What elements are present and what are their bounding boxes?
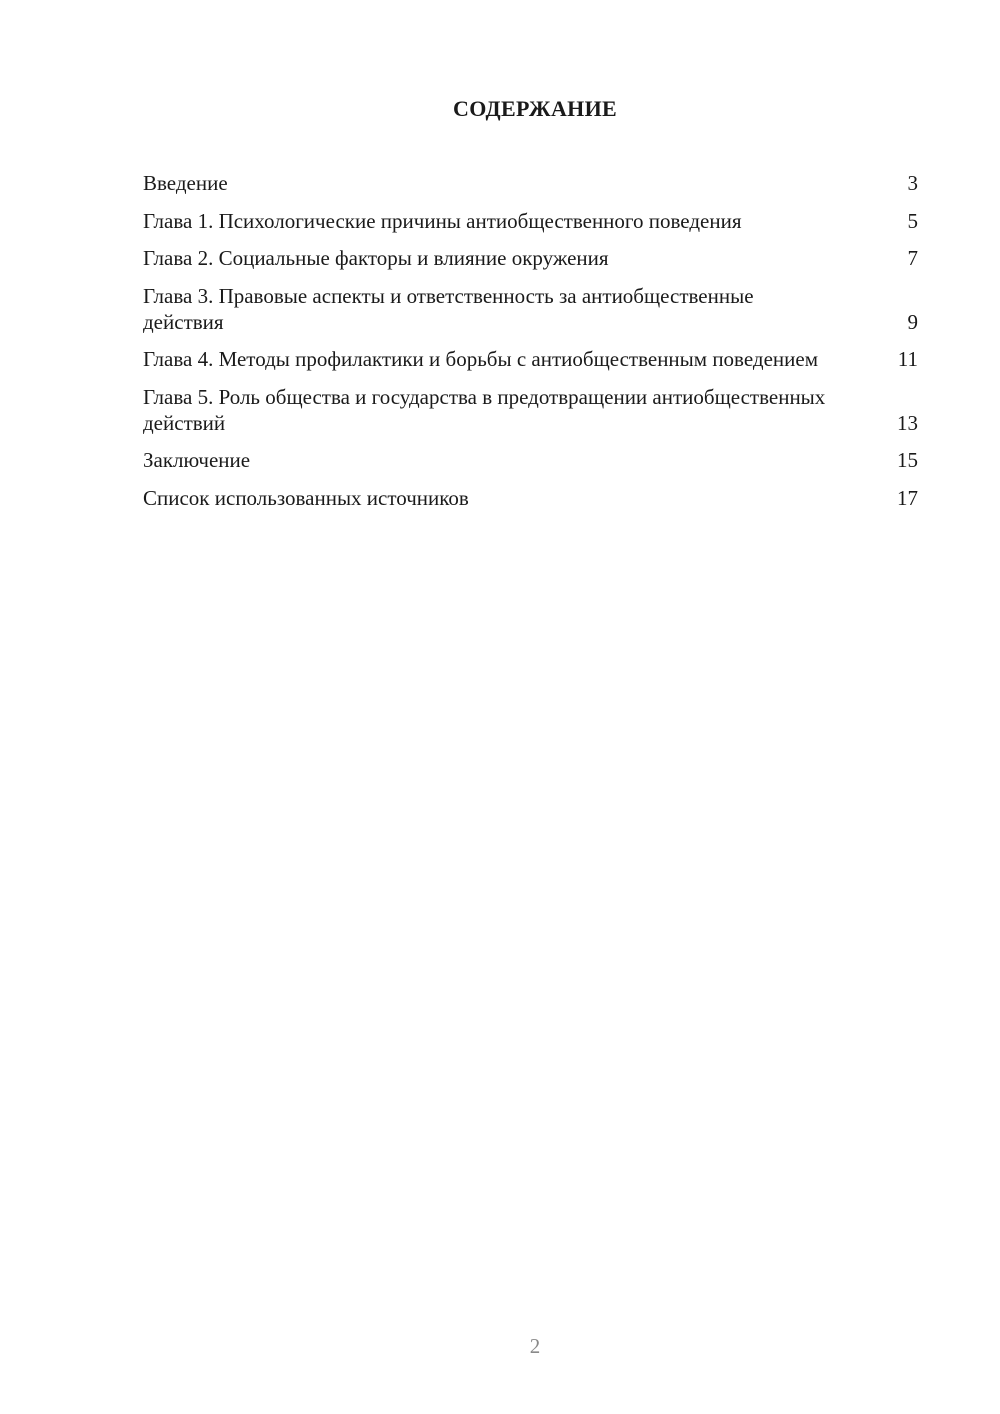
toc-entry-page: 15	[897, 448, 918, 472]
toc-entry-chapter-1	[143, 208, 918, 234]
toc-entry-page: 9	[907, 309, 918, 334]
toc-entry-chapter-2	[143, 245, 918, 271]
toc-entry-page: 5	[907, 208, 918, 233]
toc-entry-title: Глава 1. Психологические причины антиобщественного поведения	[143, 208, 742, 233]
toc-entry-chapter-3	[143, 283, 918, 335]
toc-entry-introduction	[143, 170, 918, 196]
toc-entry-chapter-5	[143, 384, 918, 436]
page-number: 2	[529, 1334, 541, 1358]
toc-entry-title: Глава 4. Методы профилактики и борьбы с антиобщественным поведением	[143, 347, 818, 371]
toc-entry-page: 3	[907, 171, 918, 195]
toc-entry-title: Список использованных источников	[143, 485, 469, 510]
page-title: СОДЕРЖАНИЕ	[453, 96, 617, 121]
toc-entry-page: 7	[907, 246, 918, 270]
toc-entry-page: 11	[897, 347, 918, 371]
toc-entry-title: Глава 2. Социальные факторы и влияние окружения	[143, 246, 609, 270]
toc-entry-chapter-4	[143, 346, 918, 372]
toc-entry-references	[143, 485, 918, 511]
toc-entry-page: 13	[897, 410, 918, 435]
toc-entry-page: 17	[897, 485, 918, 510]
toc-entry-title: Введение	[143, 171, 228, 195]
toc-entry-title: Заключение	[143, 448, 251, 472]
toc-entry-conclusion	[143, 447, 918, 473]
toc-entry-title: Глава 3. Правовые аспекты и ответственность за антиобщественные действия	[143, 283, 754, 334]
toc-entry-title: Глава 5. Роль общества и государства в предотвращении антиобщественных действий	[143, 384, 826, 435]
table-of-contents	[143, 170, 918, 522]
